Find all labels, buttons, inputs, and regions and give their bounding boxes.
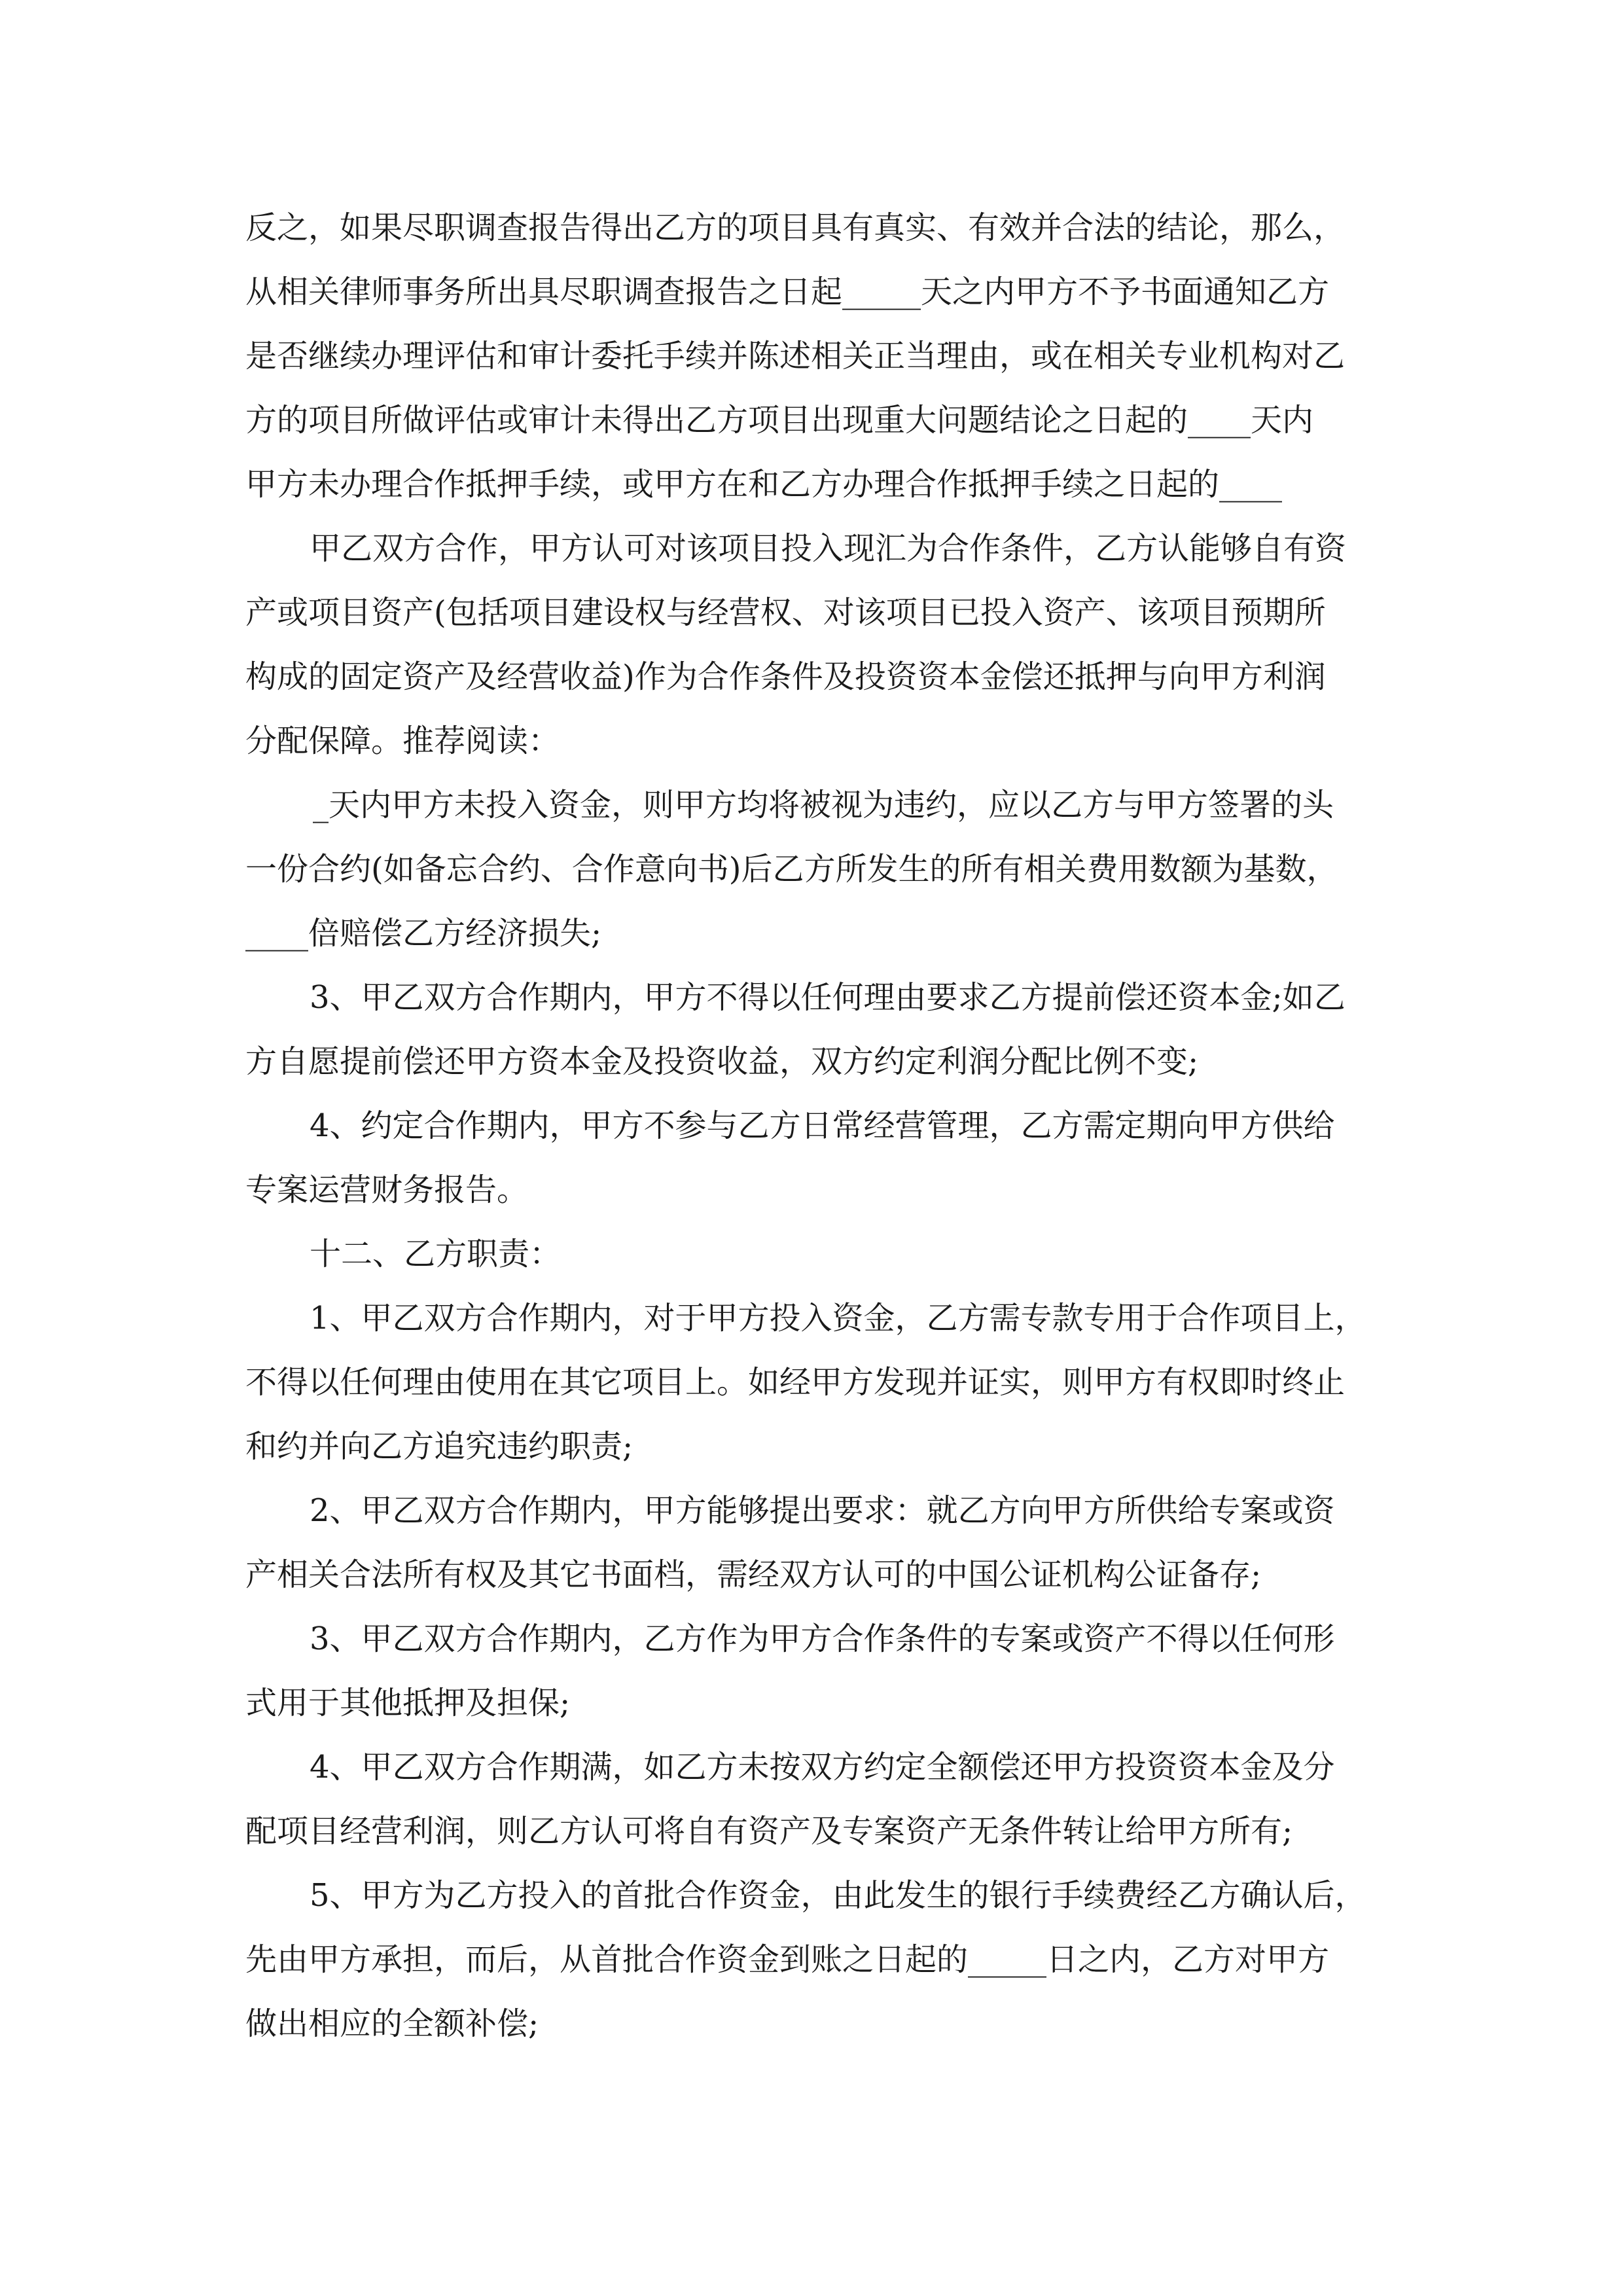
text-line: 构成的固定资产及经营收益)作为合作条件及投资资本金偿还抵押与向甲方利润 (245, 658, 1326, 695)
text-line: 反之，如果尽职调查报告得出乙方的项目具有真实、有效并合法的结论，那么， (245, 209, 1346, 246)
text-line: 甲乙双方合作，甲方认可对该项目投入现汇为合作条件，乙方认能够自有资 (310, 530, 1347, 567)
text-line: 产相关合法所有权及其它书面档，需经双方认可的中国公证机构公证备存; (245, 1556, 1262, 1593)
text-line: ____倍赔偿乙方经济损失; (245, 915, 602, 952)
text-line: 从相关律师事务所出具尽职调查报告之日起_____天之内甲方不予书面通知乙方 (245, 274, 1330, 310)
text-line: 2、甲乙双方合作期内，甲方能够提出要求：就乙方向甲方所供给专案或资 (310, 1492, 1335, 1529)
text-line: 和约并向乙方追究违约职责; (245, 1428, 633, 1465)
section-heading: 十二、乙方职责： (310, 1236, 562, 1272)
text-line: 式用于其他抵押及担保; (245, 1685, 571, 1721)
text-line: _天内甲方未投入资金，则甲方均将被视为违约，应以乙方与甲方签署的头 (313, 787, 1334, 823)
text-line: 4、甲乙双方合作期满，如乙方未按双方约定全额偿还甲方投资资本金及分 (310, 1749, 1335, 1785)
text-line: 不得以任何理由使用在其它项目上。如经甲方发现并证实，则甲方有权即时终止 (245, 1364, 1346, 1401)
text-line: 做出相应的全额补偿; (245, 2005, 539, 2042)
text-line: 5、甲方为乙方投入的首批合作资金，由此发生的银行手续费经乙方确认后， (310, 1877, 1366, 1914)
text-line: 3、甲乙双方合作期内，乙方作为甲方合作条件的专案或资产不得以任何形 (310, 1621, 1335, 1657)
text-line: 甲方未办理合作抵押手续，或甲方在和乙方办理合作抵押手续之日起的____ (245, 466, 1283, 503)
text-line: 是否继续办理评估和审计委托手续并陈述相关正当理由，或在相关专业机构对乙 (245, 338, 1346, 374)
text-line: 一份合约(如备忘合约、合作意向书)后乙方所发生的所有相关费用数额为基数， (245, 851, 1338, 888)
text-line: 3、甲乙双方合作期内，甲方不得以任何理由要求乙方提前偿还资本金;如乙 (310, 979, 1346, 1016)
text-line: 分配保障。推荐阅读： (245, 723, 560, 759)
text-line: 先由甲方承担，而后，从首批合作资金到账之日起的_____日之内，乙方对甲方 (245, 1941, 1330, 1978)
text-line: 1、甲乙双方合作期内，对于甲方投入资金，乙方需专款专用于合作项目上， (310, 1300, 1366, 1336)
text-line: 方自愿提前偿还甲方资本金及投资收益，双方约定利润分配比例不变; (245, 1043, 1199, 1080)
text-line: 方的项目所做评估或审计未得出乙方项目出现重大问题结论之日起的____天内 (245, 402, 1314, 439)
text-line: 4、约定合作期内，甲方不参与乙方日常经营管理，乙方需定期向甲方供给 (310, 1107, 1335, 1144)
text-line: 产或项目资产(包括项目建设权与经营权、对该项目已投入资产、该项目预期所 (245, 594, 1326, 631)
text-line: 专案运营财务报告。 (245, 1172, 529, 1208)
text-line: 配项目经营利润，则乙方认可将自有资产及专案资产无条件转让给甲方所有; (245, 1813, 1293, 1850)
